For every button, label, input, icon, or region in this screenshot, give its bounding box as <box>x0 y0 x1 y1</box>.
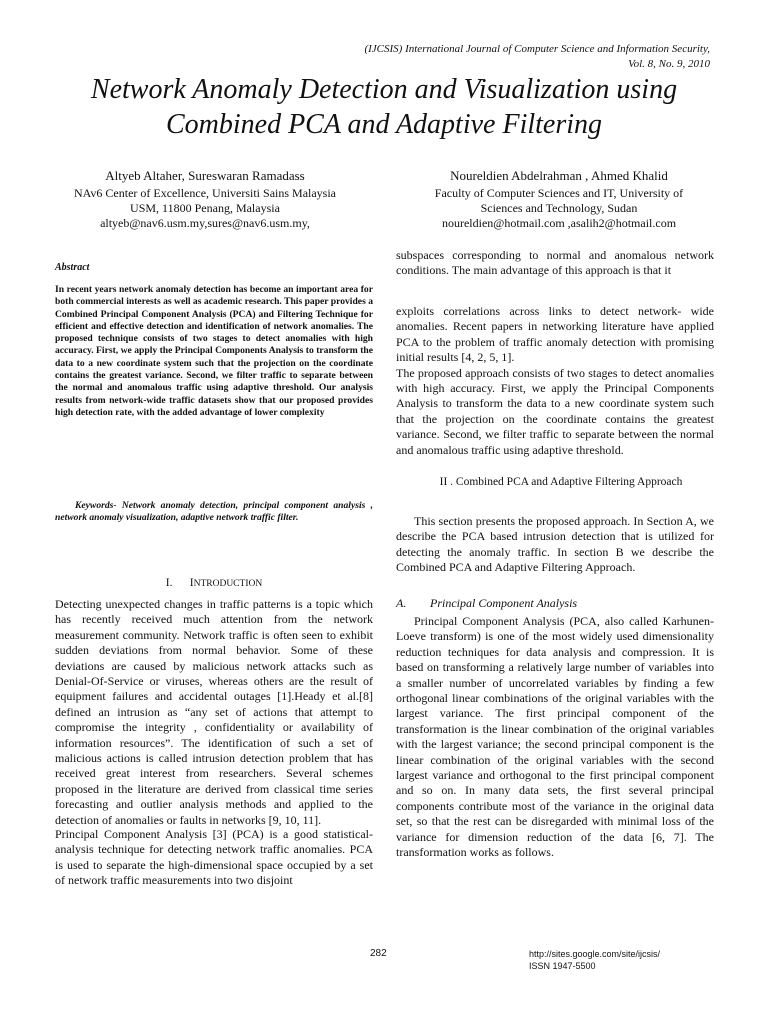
subsection-letter: A. <box>396 596 407 610</box>
author-affiliation: NAv6 Center of Excellence, Universiti Sains Malaysia <box>73 186 337 200</box>
subsection-heading-a <box>396 596 714 611</box>
title-line-2: Combined PCA and Adaptive Filtering <box>165 109 603 140</box>
footer-info <box>529 948 660 972</box>
author-address: USM, 11800 Penang, Malaysia <box>130 201 280 215</box>
author-block-left <box>40 168 370 231</box>
journal-volume: Vol. 8, No. 9, 2010 <box>628 58 710 70</box>
paper-title <box>30 72 738 142</box>
section-heading-introduction <box>55 577 373 589</box>
section-number: I. <box>165 577 173 589</box>
page-number: 282 <box>370 948 387 959</box>
section-2-intro-paragraph: This section presents the proposed approach. In Section A, we describe the PCA based intrusion detection that is utilized for detecting the anomaly traffic. In section B we describe the Combined PCA and Adaptive Filtering Approach. <box>396 514 714 575</box>
author-email: altyeb@nav6.usm.my,sures@nav6.usm.my, <box>100 216 310 230</box>
intro-paragraph-2: Principal Component Analysis [3] (PCA) is a good statistical-analysis technique for detecting network traffic anomalies. PCA is used to separate the high-dimensional space occupied by a set of network traffic measurements into two disjoint <box>55 827 373 888</box>
title-line-1: Network Anomaly Detection and Visualization using <box>90 74 678 105</box>
right-paragraph-1 <box>396 304 714 458</box>
subsection-title: Principal Component Analysis <box>430 596 578 610</box>
author-affiliation: Faculty of Computer Sciences and IT, University of <box>434 186 684 200</box>
journal-name: (IJCSIS) International Journal of Computer Science and Information Security, <box>364 43 710 55</box>
section-title-initial: I <box>189 577 194 589</box>
abstract-text: In recent years network anomaly detection has become an important area for both commercial interests as well as academic research. This paper provides a Combined Principal Component Analysis (PCA) and Filtering Technique for efficient and effective detection and identification of network anomalies. The proposed technique consists of two stages to detect anomalies with high accuracy. First, we apply the Principal Components Analysis to transform the data to a new coordinate system such that the projection on the coordinate contains the greatest variance. Second, we filter traffic to separate between the normal and anomalous traffic using adaptive threshold. Our analysis results from network-wide traffic datasets show that our proposed provides high detection rate, with the added advantage of lower complexity <box>55 284 373 418</box>
author-names: Altyeb Altaher, Sureswaran Ramadass <box>105 168 305 183</box>
keywords: Keywords- Network anomaly detection, principal component analysis , network anomaly visualization, adaptive network traffic filter. <box>55 500 373 524</box>
intro-paragraph-1: Detecting unexpected changes in traffic patterns is a topic which has recently received much attention from the network measurement community. Network traffic is often seen to exhibit sudden deviations from normal behavior. Some of these deviations are caused by malicious network attacks such as Denial-Of-Service or viruses, whereas others are the result of equipment failures and accidental outages [1].Heady et al.[8] defined an intrusion as “any set of actions that attempt to compromise the integrity , confidentiality or availability of information resources”. The identification of such a set of malicious actions is called intrusion detection problem that has received great interest from researchers. Several schemes proposed in the literature are derived from classical time series forecasting and outlier analysis methods and applied to the detection of anomalies or faults in networks [9, 10, 11]. <box>55 597 373 827</box>
footer-issn: ISSN 1947-5500 <box>529 961 596 971</box>
journal-header <box>250 42 710 72</box>
section-heading-2: II . Combined PCA and Adaptive Filtering Approach <box>439 476 683 488</box>
author-block-right <box>400 168 718 231</box>
footer-url: http://sites.google.com/site/ijcsis/ <box>529 949 661 959</box>
section-title-rest: NTRODUCTION <box>193 579 263 589</box>
pca-paragraph: Principal Component Analysis (PCA, also called Karhunen-Loeve transform) is one of the most widely used dimensionality reduction techniques for data analysis and compression. It is based on transforming a relatively large number of variables into a smaller number of uncorrelated variables by finding a few orthogonal linear combinations of the original variables with the largest variance. The first principal component of the transformation is the linear combination of the original variables with the largest variance; the second principal component is the linear combination of the original variables with the second largest variance and orthogonal to the first principal component and so on. In many data sets, the first several principal components contribute most of the variance in the original data set, so that the rest can be disregarded with minimal loss of the variance for dimension reduction of the data [6, 7]. The transformation works as follows. <box>396 614 714 860</box>
author-names: Noureldien Abdelrahman , Ahmed Khalid <box>450 168 668 183</box>
author-email: noureldien@hotmail.com ,asalih2@hotmail.com <box>441 216 677 230</box>
right-paragraph-0: subspaces corresponding to normal and anomalous network conditions. The main advantage of this approach is that it <box>396 248 714 278</box>
right-paragraph-1b: The proposed approach consists of two stages to detect anomalies with high accuracy. First, we apply the Principal Components Analysis to transform the data to a new coordinate system such that the projection on the coordinate contains the greatest variance. Second, we filter traffic to separate between the normal and anomalous traffic using adaptive threshold. <box>396 365 714 457</box>
author-address: Sciences and Technology, Sudan <box>480 201 638 215</box>
abstract-heading: Abstract <box>55 262 90 273</box>
right-paragraph-1a: exploits correlations across links to detect network- wide anomalies. Recent papers in networking literature have applied PCA to the problem of traffic anomaly detection with promising initial results [4, 2, 5, 1]. <box>396 304 714 365</box>
